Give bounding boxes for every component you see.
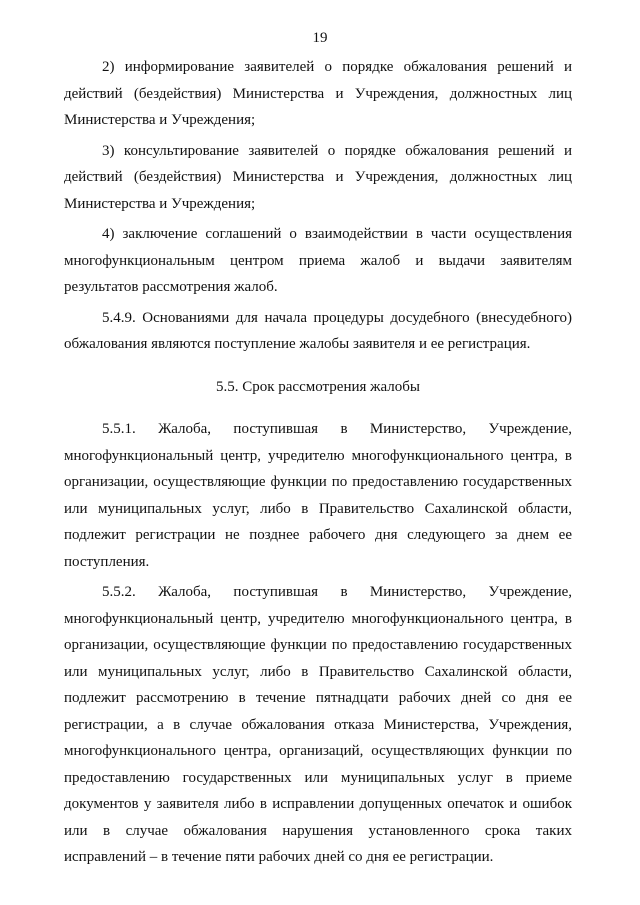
paragraph-5-5-1: 5.5.1. Жалоба, поступившая в Министерство, Учреждение, многофункциональный центр, учредителю многофункционального центра, в организации, осуществляющие функции по предоставлению государственных или муниципальных услуг, либо в Правительство Сахалинской области, подлежит регистрации не позднее рабочего дня следующего за днем ее поступления.	[64, 421, 572, 570]
section-heading: 5.5. Срок рассмотрения жалобы	[215, 378, 420, 395]
paragraph-5-4-9: 5.4.9. Основаниями для начала процедуры досудебного (внесудебного) обжалования являются поступление жалобы заявителя и ее регистрация.	[64, 309, 572, 352]
page-number: 19	[312, 30, 328, 46]
document-body	[64, 54, 572, 875]
paragraph-item-4: 4) заключение соглашений о взаимодействии в части осуществления многофункциональным центром приема жалоб и выдачи заявителям результатов рассмотрения жалоб.	[64, 226, 572, 295]
paragraph-item-2: 2) информирование заявителей о порядке обжалования решений и действий (бездействия) Министерства и Учреждения, должностных лиц Министерства и Учреждения;	[64, 59, 572, 128]
paragraph-item-3: 3) консультирование заявителей о порядке обжалования решений и действий (бездействия) Министерства и Учреждения, должностных лиц Министерства и Учреждения;	[64, 142, 572, 212]
paragraph-5-5-2: 5.5.2. Жалоба, поступившая в Министерство, Учреждение, многофункциональный центр, учредителю многофункционального центра, в организации, осуществляющие функции по предоставлению государственных или муниципальных услуг, либо в Правительство Сахалинской области, подлежит рассмотрению в течение пятнадцати рабочих дней со дня ее регистрации, а в случае обжалования отказа Министерства, Учреждения, многофункционального центра, организаций, осуществляющих функции по предоставлению государственных или муниципальных услуг в приеме документов у заявителя либо в исправлении допущенных опечаток и ошибок или в случае обжалования нарушения установленного срока таких исправлений – в течение пяти рабочих дней со дня ее регистрации.	[64, 584, 572, 865]
